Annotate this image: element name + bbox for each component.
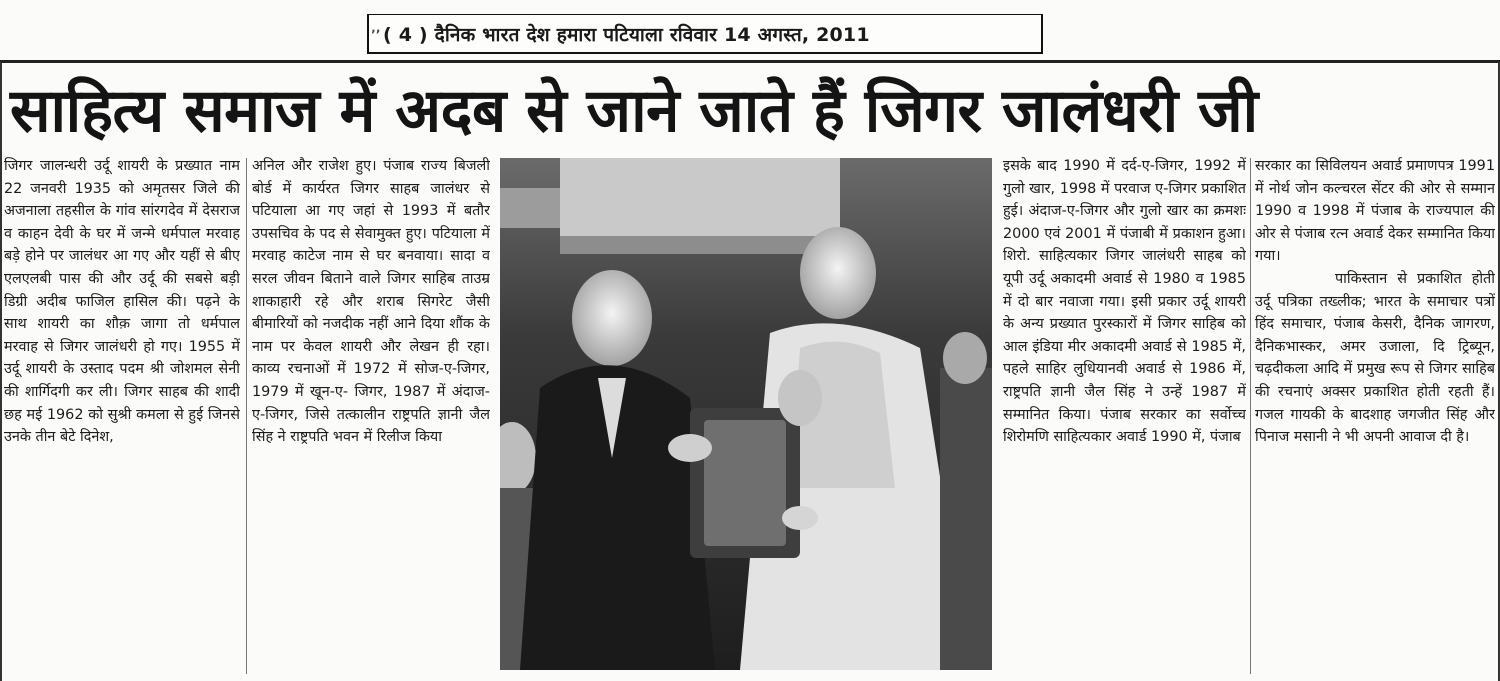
page-header xyxy=(367,14,1043,54)
news-photo xyxy=(500,158,992,670)
article-column-4 xyxy=(1255,155,1495,677)
article-column-1: जिगर जालन्धरी उर्दू शायरी के प्रख्यात नाम 22 जनवरी 1935 को अमृतसर जिले की अजनाला तहसील के गांव सांरगदेव में देसराज व काहन देवी के घर में जन्मे धर्मपाल मरवाह बड़े होने पर जालंधर आ गए और यहीं से बीए एलएलबी पास की और उर्दू की सबसे बड़ी डिग्री अदीब फाजिल हासिल की। पढ़ने के साथ शायरी का शौक़ जागा तो धर्मपाल मरवाह से जिगर जालंधरी हो गए। 1955 में उर्दू शायरी के उस्ताद पदम श्री जोशमल सेनी की शार्गिदगी कर ली। जिगर साहब की शादी छह मई 1962 को सुश्री कमला से हुई जिनसे उनके तीन बेटे दिनेश, xyxy=(4,158,240,446)
column-divider xyxy=(1250,158,1251,674)
left-border xyxy=(0,62,2,681)
column-divider xyxy=(246,158,247,674)
column-4-paragraph-2: पाकिस्तान से प्रकाशित होती उर्दू पत्रिका तख्लीक; भारत के समाचार पत्रों हिंद समाचार, पंजाब केसरी, दैनिक जागरण, दैनिकभास्कर, अमर उजाला, दि ट्रिब्यून, चढ़दीकला आदि में प्रमुख रूप से जिगर साहिब की रचनाएं अक्सर प्रकाशित होती रहती हैं। गजल गायकी के बादशाह जगजीत सिंह और पिनाज मसानी ने भी अपनी आवाज दी है। xyxy=(1255,270,1495,446)
header-marks: ‚‚ xyxy=(371,21,381,35)
photograph-icon xyxy=(500,158,992,670)
header-title: ( 4 ) दैनिक भारत देश हमारा पटियाला रविवार 14 अगस्त, 2011 xyxy=(383,23,870,46)
column-4-paragraph-1: सरकार का सिविलयन अवार्ड प्रमाणपत्र 1991 में नोर्थ जोन कल्चरल सेंटर की ओर से सम्मान 1990 व 1998 में पंजाब के राज्यपाल की ओर से पंजाब रत्न अवार्ड देकर सम्मानित किया गया। xyxy=(1255,158,1495,265)
article-column-2: अनिल और राजेश हुए। पंजाब राज्य बिजली बोर्ड में कार्यरत जिगर साहब जालंधर से पटियाला आ गए जहां से 1993 में बतौर उपसचिव के पद से सेवामुक्त हुए। पटियाला में मरवाह काटेज नाम से घर बनवाया। सादा व सरल जीवन बिताने वाले जिगर साहिब ताउम्र शाकाहारी रहे और शराब सिगरेट जैसी बीमारियों को नजदीक नहीं आने दिया शौंक के नाम पर केवल शायरी और लेखन ही रहा। काव्य रचनाओं में 1972 में सोज-ए-जिगर, 1979 में खून-ए- जिगर, 1987 में अंदाज-ए-जिगर, जिसे तत्कालीन राष्ट्रपति ज्ञानी जैल सिंह ने राष्ट्रपति भवन में रिलीज किया xyxy=(252,158,490,446)
article-headline: साहित्य समाज में अदब से जाने जाते हैं जिगर जालंधरी जी xyxy=(10,76,1258,146)
top-rule xyxy=(0,60,1500,63)
article-column-3: इसके बाद 1990 में दर्द-ए-जिगर, 1992 में गुलो खार, 1998 में परवाज ए-जिगर प्रकाशित हुई। अंदाज-ए-जिगर और गुलो खार का क्रमशः 2000 एवं 2001 में पंजाबी में प्रकाशन हुआ।शिरो. साहित्यकार जिगर जालंधरी साहब को यूपी उर्दू अकादमी अवार्ड से 1980 व 1985 में दो बार नवाजा गया। इसी प्रकार उर्दू शायरी के अन्य प्रख्यात पुरस्कारों में जिगर साहिब को आल इंडिया मीर अकादमी अवार्ड से 1985 में, पहले साहिर लुधियानवी अवार्ड से 1986 में, राष्ट्रपति ज्ञानी जैल सिंह ने उन्हें 1987 में सम्मानित किया। पंजाब सरकार का सर्वोच्च शिरोमणि साहित्यकार अवार्ड 1990 में, पंजाब xyxy=(1003,158,1246,446)
